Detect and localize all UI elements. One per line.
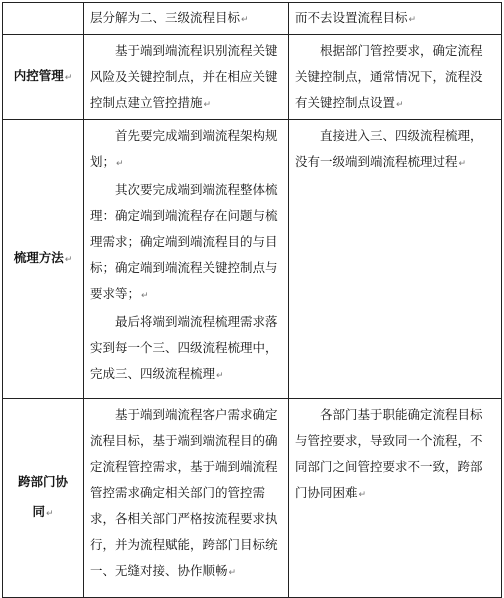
cell-paragraph: 基于端到端流程客户需求确定流程目标，基于端到端流程目的确定流程管控需求，基于端到端流程管控需求确定相关部门的管控需求，各相关部门严格按流程要求执行，并为流程赋能，跨部门目标统一、无缝对接、协作顺畅↵ [90, 407, 278, 578]
right-cell [289, 3, 502, 35]
paragraph-mark-icon: ↵ [241, 15, 249, 25]
paragraph-mark-icon: ↵ [116, 159, 124, 169]
paragraph-mark-icon: ↵ [216, 371, 224, 381]
cell-paragraph: 最后将端到端流程梳理需求落实到每一个三、四级流程梳理中，完成三、四级流程梳理↵ [90, 314, 278, 381]
left-cell [84, 35, 289, 120]
paragraph-mark-icon: ↵ [141, 291, 149, 301]
cell-paragraph: 直接进入三、四级流程梳理，没有一级端到端流程梳理过程↵ [295, 128, 483, 169]
table-row [3, 35, 502, 120]
right-cell [289, 120, 502, 399]
row-header-cell: 内控管理↵ [3, 35, 84, 120]
left-cell [84, 3, 289, 35]
paragraph-mark-icon: ↵ [64, 73, 73, 83]
cell-paragraph: 层分解为二、三级流程目标↵ [90, 10, 249, 25]
comparison-table [2, 2, 502, 598]
left-cell [84, 399, 289, 598]
paragraph-mark-icon: ↵ [458, 159, 467, 169]
table-row [3, 3, 502, 35]
paragraph-mark-icon: ↵ [228, 568, 237, 578]
table-row [3, 399, 502, 598]
right-cell [289, 35, 502, 120]
paragraph-mark-icon: ↵ [358, 490, 367, 500]
paragraph-mark-icon: ↵ [45, 509, 54, 519]
row-header-cell [3, 3, 84, 35]
cell-paragraph: 而不去设置流程目标↵ [295, 10, 417, 25]
table-row [3, 120, 502, 399]
cell-paragraph: 其次要完成端到端流程整体梳理：确定端到端流程存在问题与梳理需求；确定端到端流程目的与目标；确定端到端流程关键控制点与要求等；↵ [90, 182, 278, 301]
left-cell [84, 120, 289, 399]
paragraph-mark-icon: ↵ [203, 100, 212, 110]
cell-paragraph: 基于端到端流程识别流程关键风险及关键控制点，并在相应关键控制点建立管控措施↵ [90, 43, 278, 110]
paragraph-mark-icon: ↵ [408, 15, 417, 25]
row-header-cell: 梳理方法↵ [3, 120, 84, 399]
paragraph-mark-icon: ↵ [64, 255, 73, 265]
cell-paragraph: 各部门基于职能确定流程目标与管控要求，导致同一个流程，不同部门之间管控要求不一致，跨部门协同困难↵ [295, 407, 483, 500]
cell-paragraph: 根据部门管控要求，确定流程关键控制点，通常情况下，流程没有关键控制点设置↵ [295, 43, 483, 110]
paragraph-mark-icon: ↵ [396, 100, 404, 110]
right-cell [289, 399, 502, 598]
row-header-cell: 跨部门协同↵ [3, 399, 84, 598]
cell-paragraph: 首先要完成端到端流程架构规划；↵ [90, 128, 278, 169]
